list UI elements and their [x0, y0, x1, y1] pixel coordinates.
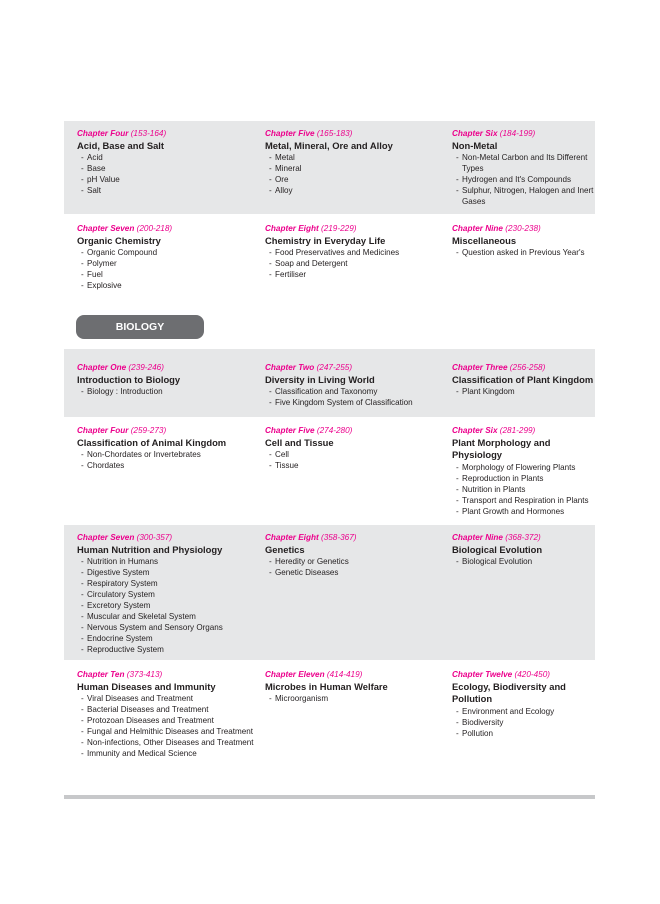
biology-row-1 [64, 349, 595, 417]
chemistry-row-2 [64, 216, 595, 296]
chapter-title: Genetics [265, 544, 305, 555]
chapter-heading: Chapter Nine (368-372) [452, 533, 541, 542]
topic-item: - Nutrition in Humans [77, 556, 259, 567]
chemistry-row-1 [64, 121, 595, 214]
topic-item: - Biodiversity [452, 717, 595, 728]
footer-divider [64, 795, 595, 799]
chapter-entry [77, 669, 259, 759]
topic-item: - Heredity or Genetics [265, 556, 447, 567]
chapter-heading: Chapter Five (165-183) [265, 129, 353, 138]
topic-item: - Question asked in Previous Year's [452, 247, 595, 258]
chapter-title: Metal, Mineral, Ore and Alloy [265, 140, 393, 151]
topic-item: - Non-Chordates or Invertebrates [77, 449, 259, 460]
chapter-entry [452, 425, 595, 517]
topic-item: - Viral Diseases and Treatment [77, 693, 259, 704]
topic-list [452, 462, 595, 517]
topic-item: - Circulatory System [77, 589, 259, 600]
topic-item: - Immunity and Medical Science [77, 748, 259, 759]
topic-list [452, 247, 595, 258]
chapter-entry [452, 669, 595, 739]
topic-item: - Non-Metal Carbon and Its Different Types [452, 152, 595, 174]
chapter-heading: Chapter Eleven (414-419) [265, 670, 363, 679]
chapter-heading: Chapter Three (256-258) [452, 363, 546, 372]
chapter-entry [452, 128, 595, 207]
topic-list [265, 247, 447, 280]
topic-item: - Non-infections, Other Diseases and Treatment [77, 737, 259, 748]
chapter-entry [265, 532, 447, 578]
topic-item: - Fuel [77, 269, 259, 280]
topic-item: - Microorganism [265, 693, 447, 704]
chapter-heading: Chapter One (239-246) [77, 363, 164, 372]
topic-list [77, 152, 259, 196]
biology-row-4 [64, 661, 595, 771]
chapter-title: Chemistry in Everyday Life [265, 235, 386, 246]
topic-list [77, 449, 259, 471]
topic-item: - Ore [265, 174, 447, 185]
chapter-entry [452, 532, 595, 567]
topic-item: - Classification and Taxonomy [265, 386, 447, 397]
chapter-entry [77, 223, 259, 291]
chapter-heading: Chapter Four (259-273) [77, 426, 167, 435]
chapter-heading: Chapter Two (247-255) [265, 363, 353, 372]
chapter-entry [265, 425, 447, 471]
topic-item: - Environment and Ecology [452, 706, 595, 717]
chapter-heading: Chapter Seven (300-357) [77, 533, 173, 542]
chapter-entry [77, 425, 259, 471]
topic-list [265, 693, 447, 704]
chapter-title: Ecology, Biodiversity and Pollution [452, 681, 566, 705]
topic-list [452, 386, 595, 397]
chapter-title: Classification of Animal Kingdom [77, 437, 227, 448]
topic-item: - Excretory System [77, 600, 259, 611]
topic-item: - Respiratory System [77, 578, 259, 589]
chapter-heading: Chapter Nine (230-238) [452, 224, 541, 233]
topic-item: - Mineral [265, 163, 447, 174]
chapter-heading: Chapter Five (274-280) [265, 426, 353, 435]
chapter-title: Diversity in Living World [265, 374, 375, 385]
topic-item: - Plant Growth and Hormones [452, 506, 595, 517]
topic-item: - Fertiliser [265, 269, 447, 280]
chapter-heading: Chapter Seven (200-218) [77, 224, 173, 233]
chapter-entry [77, 128, 259, 196]
topic-item: - Acid [77, 152, 259, 163]
topic-item: - Bacterial Diseases and Treatment [77, 704, 259, 715]
topic-item: - Hydrogen and It's Compounds [452, 174, 595, 185]
chapter-title: Plant Morphology and Physiology [452, 437, 551, 461]
chapter-heading: Chapter Six (281-299) [452, 426, 536, 435]
topic-list [77, 556, 259, 655]
topic-item: - Protozoan Diseases and Treatment [77, 715, 259, 726]
topic-item: - Tissue [265, 460, 447, 471]
chapter-entry [452, 223, 595, 258]
chapter-title: Biological Evolution [452, 544, 543, 555]
chapter-title: Acid, Base and Salt [77, 140, 165, 151]
topic-item: - pH Value [77, 174, 259, 185]
topic-list [452, 556, 595, 567]
chapter-heading: Chapter Eight (219-229) [265, 224, 357, 233]
topic-list [265, 449, 447, 471]
chapter-entry [265, 362, 447, 408]
topic-item: - Food Preservatives and Medicines [265, 247, 447, 258]
topic-item: - Digestive System [77, 567, 259, 578]
biology-row-2 [64, 418, 595, 524]
topic-item: - Transport and Respiration in Plants [452, 495, 595, 506]
chapter-entry [265, 669, 447, 704]
topic-item: - Muscular and Skeletal System [77, 611, 259, 622]
chapter-heading: Chapter Twelve (420-450) [452, 670, 551, 679]
chapter-entry [77, 532, 259, 655]
topic-item: - Nervous System and Sensory Organs [77, 622, 259, 633]
topic-item: - Metal [265, 152, 447, 163]
topic-item: - Plant Kingdom [452, 386, 595, 397]
topic-item: - Biology : Introduction [77, 386, 259, 397]
topic-item: - Five Kingdom System of Classification [265, 397, 447, 408]
chapter-title: Human Nutrition and Physiology [77, 544, 223, 555]
section-heading-biology: BIOLOGY [76, 315, 204, 339]
topic-list [265, 152, 447, 196]
chapter-heading: Chapter Eight (358-367) [265, 533, 357, 542]
chapter-entry [77, 362, 259, 397]
biology-row-3 [64, 525, 595, 660]
chapter-title: Microbes in Human Welfare [265, 681, 388, 692]
topic-item: - Explosive [77, 280, 259, 291]
chapter-entry [265, 128, 447, 196]
topic-item: - Reproductive System [77, 644, 259, 655]
topic-item: - Salt [77, 185, 259, 196]
topic-item: - Organic Compound [77, 247, 259, 258]
topic-item: - Genetic Diseases [265, 567, 447, 578]
chapter-entry [452, 362, 595, 397]
topic-item: - Fungal and Helmithic Diseases and Treatment [77, 726, 259, 737]
topic-item: - Nutrition in Plants [452, 484, 595, 495]
chapter-title: Organic Chemistry [77, 235, 161, 246]
topic-item: - Polymer [77, 258, 259, 269]
topic-list [265, 386, 447, 408]
chapter-entry [265, 223, 447, 280]
chapter-title: Cell and Tissue [265, 437, 334, 448]
topic-item: - Cell [265, 449, 447, 460]
chapter-title: Human Diseases and Immunity [77, 681, 216, 692]
chapter-heading: Chapter Four (153-164) [77, 129, 167, 138]
topic-item: - Sulphur, Nitrogen, Halogen and Inert Gases [452, 185, 595, 207]
topic-list [77, 693, 259, 759]
topic-item: - Base [77, 163, 259, 174]
topic-item: - Biological Evolution [452, 556, 595, 567]
chapter-title: Miscellaneous [452, 235, 517, 246]
chapter-title: Classification of Plant Kingdom [452, 374, 594, 385]
topic-list [452, 152, 595, 207]
topic-item: - Pollution [452, 728, 595, 739]
topic-list [452, 706, 595, 739]
topic-item: - Alloy [265, 185, 447, 196]
topic-list [77, 247, 259, 291]
topic-item: - Endocrine System [77, 633, 259, 644]
chapter-title: Non-Metal [452, 140, 498, 151]
topic-item: - Chordates [77, 460, 259, 471]
topic-item: - Soap and Detergent [265, 258, 447, 269]
topic-list [265, 556, 447, 578]
topic-list [77, 386, 259, 397]
chapter-title: Introduction to Biology [77, 374, 181, 385]
topic-item: - Reproduction in Plants [452, 473, 595, 484]
topic-item: - Morphology of Flowering Plants [452, 462, 595, 473]
chapter-heading: Chapter Ten (373-413) [77, 670, 163, 679]
chapter-heading: Chapter Six (184-199) [452, 129, 536, 138]
